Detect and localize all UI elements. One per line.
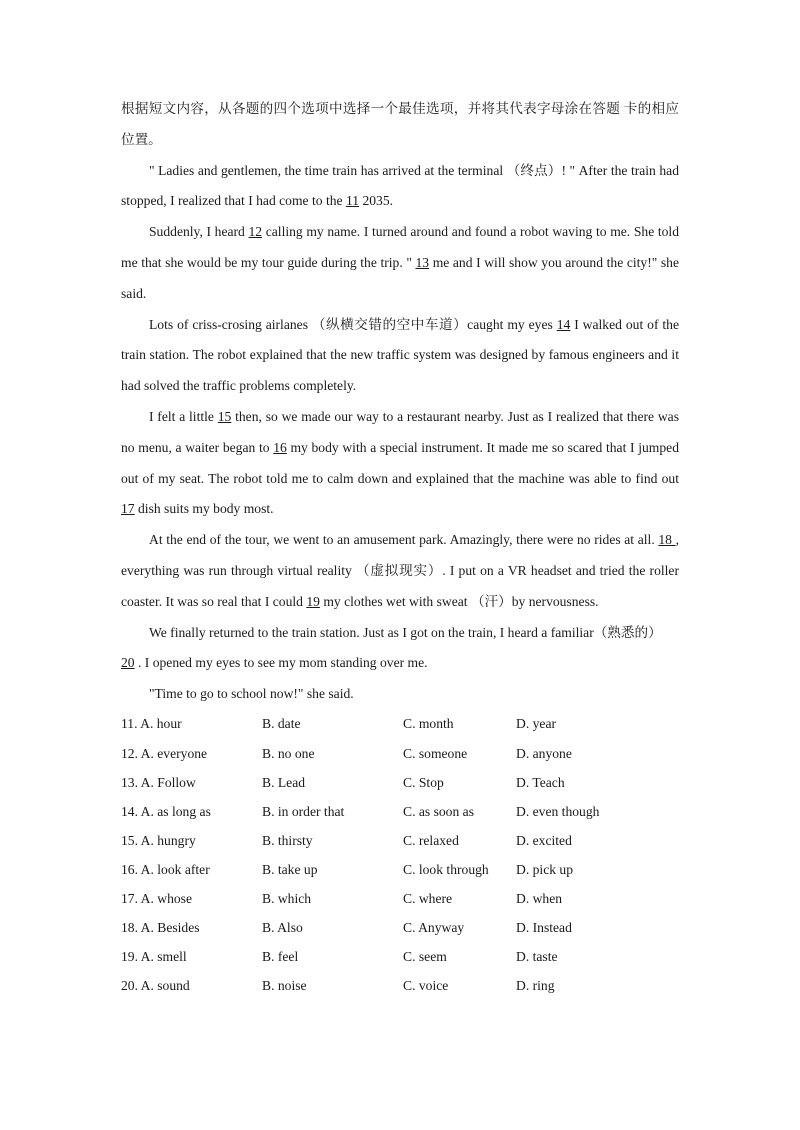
- text: Lots of criss-crosing airlanes （纵横交错的空中车道）caught my eyes: [149, 316, 557, 332]
- paragraph-4: [121, 402, 679, 525]
- text: then, so we made our way to a restaurant nearby. Just as I realized that there was no menu, a waiter began to: [121, 408, 679, 455]
- option-row: [121, 826, 679, 855]
- option-row: [121, 972, 679, 1001]
- option: C. where: [403, 891, 453, 907]
- option: C. as soon as: [403, 803, 474, 819]
- option: 20. A. sound: [121, 978, 190, 994]
- option: D. year: [516, 716, 557, 732]
- option: 19. A. smell: [121, 949, 187, 965]
- option-row: [121, 943, 679, 972]
- text: . I opened my eyes to see my mom standing over me.: [134, 655, 428, 671]
- paragraph-6: We finally returned to the train station. Just as I got on the train, I heard a familiar（熟悉的）: [149, 624, 662, 640]
- option: B. in order that: [262, 803, 345, 819]
- option: C. voice: [403, 978, 449, 994]
- blank-17: 17: [121, 501, 135, 517]
- option: D. anyone: [516, 745, 572, 761]
- text: calling my name. I turned around and found a robot waving to me. She told me that she would be my tour guide during the trip. ": [121, 224, 680, 270]
- option: C. month: [403, 716, 454, 732]
- option: 15. A. hungry: [121, 832, 196, 848]
- option: D. even though: [516, 803, 600, 819]
- option: C. Anyway: [403, 920, 465, 936]
- blank-15: 15: [217, 408, 232, 424]
- text: 2035.: [359, 193, 394, 209]
- paragraph-2: [121, 217, 679, 309]
- text: my clothes wet with sweat （汗）by nervousness.: [319, 593, 599, 609]
- text: Suddenly, I heard: [149, 224, 249, 240]
- option: B. take up: [262, 861, 318, 877]
- option: C. someone: [403, 745, 468, 761]
- text: At the end of the tour, we went to an amusement park. Amazingly, there were no rides at all.: [149, 532, 659, 548]
- option: D. taste: [516, 949, 558, 965]
- option: 14. A. as long as: [121, 803, 211, 819]
- text: me and I will show you around the city!" she said.: [121, 254, 680, 301]
- option: D. Instead: [516, 920, 572, 936]
- blank-12: 12: [248, 224, 263, 240]
- option: B. Also: [262, 920, 303, 936]
- option-row: [121, 710, 679, 739]
- blank-14: 14: [556, 316, 571, 332]
- options-list: [121, 710, 679, 1001]
- option: D. when: [516, 891, 563, 907]
- document-page: [121, 94, 679, 1001]
- blank-13: 13: [415, 254, 430, 270]
- option: D. ring: [516, 978, 555, 994]
- option-row: [121, 885, 679, 914]
- option: B. no one: [262, 745, 315, 761]
- option: 16. A. look after: [121, 861, 210, 877]
- blank-20: 20: [121, 655, 135, 671]
- option: 18. A. Besides: [121, 920, 200, 936]
- option: B. Lead: [262, 774, 306, 790]
- option: D. excited: [516, 832, 572, 848]
- blank-16: 16: [273, 439, 287, 455]
- text: , everything was run through virtual reality （虚拟现实）. I put on a VR headset and tried the roller coaster. It was so real that I could: [121, 532, 679, 609]
- option: B. noise: [262, 978, 307, 994]
- text: I felt a little: [149, 408, 218, 424]
- text: I walked out of the train station. The robot explained that the new traffic system was designed by famous engineers and it had solved the traffic problems completely.: [121, 316, 679, 394]
- option: 13. A. Follow: [121, 774, 196, 790]
- option-row: [121, 797, 679, 826]
- option: B. thirsty: [262, 832, 313, 848]
- blank-19: 19: [306, 593, 320, 609]
- paragraph-8: "Time to go to school now!" she said.: [149, 686, 354, 702]
- option: D. pick up: [516, 861, 574, 877]
- option: C. relaxed: [403, 832, 459, 848]
- option: 17. A. whose: [121, 891, 192, 907]
- paragraph-5: [121, 525, 679, 617]
- option: B. date: [262, 716, 301, 732]
- option: C. seem: [403, 949, 447, 965]
- option: 12. A. everyone: [121, 745, 208, 761]
- option: B. feel: [262, 949, 299, 965]
- option-row: [121, 914, 679, 943]
- option-row: [121, 739, 679, 768]
- option: 11. A. hour: [121, 716, 182, 732]
- paragraph-3: [121, 310, 679, 402]
- text: my body with a special instrument. It made me so scared that I jumped out of my seat. The robot told me to calm down and explained that the machine was able to find out: [121, 439, 679, 486]
- option: D. Teach: [516, 774, 565, 790]
- option: C. look through: [403, 861, 489, 877]
- text: " Ladies and gentlemen, the time train has arrived at the terminal （终点）! " After the train had stopped, I realized that I had come to the: [121, 162, 679, 209]
- option: C. Stop: [403, 774, 444, 790]
- option: B. which: [262, 891, 312, 907]
- option-row: [121, 768, 679, 797]
- paragraph-1: [121, 156, 679, 218]
- paragraph-7: [121, 648, 679, 679]
- blank-11: 11: [345, 193, 360, 209]
- text: dish suits my body most.: [134, 501, 274, 517]
- blank-18: 18: [658, 532, 676, 548]
- instruction-text: 根据短文内容，从各题的四个选项中选择一个最佳选项，并将其代表字母涂在答题 卡的相应位置。: [121, 101, 679, 147]
- option-row: [121, 855, 679, 884]
